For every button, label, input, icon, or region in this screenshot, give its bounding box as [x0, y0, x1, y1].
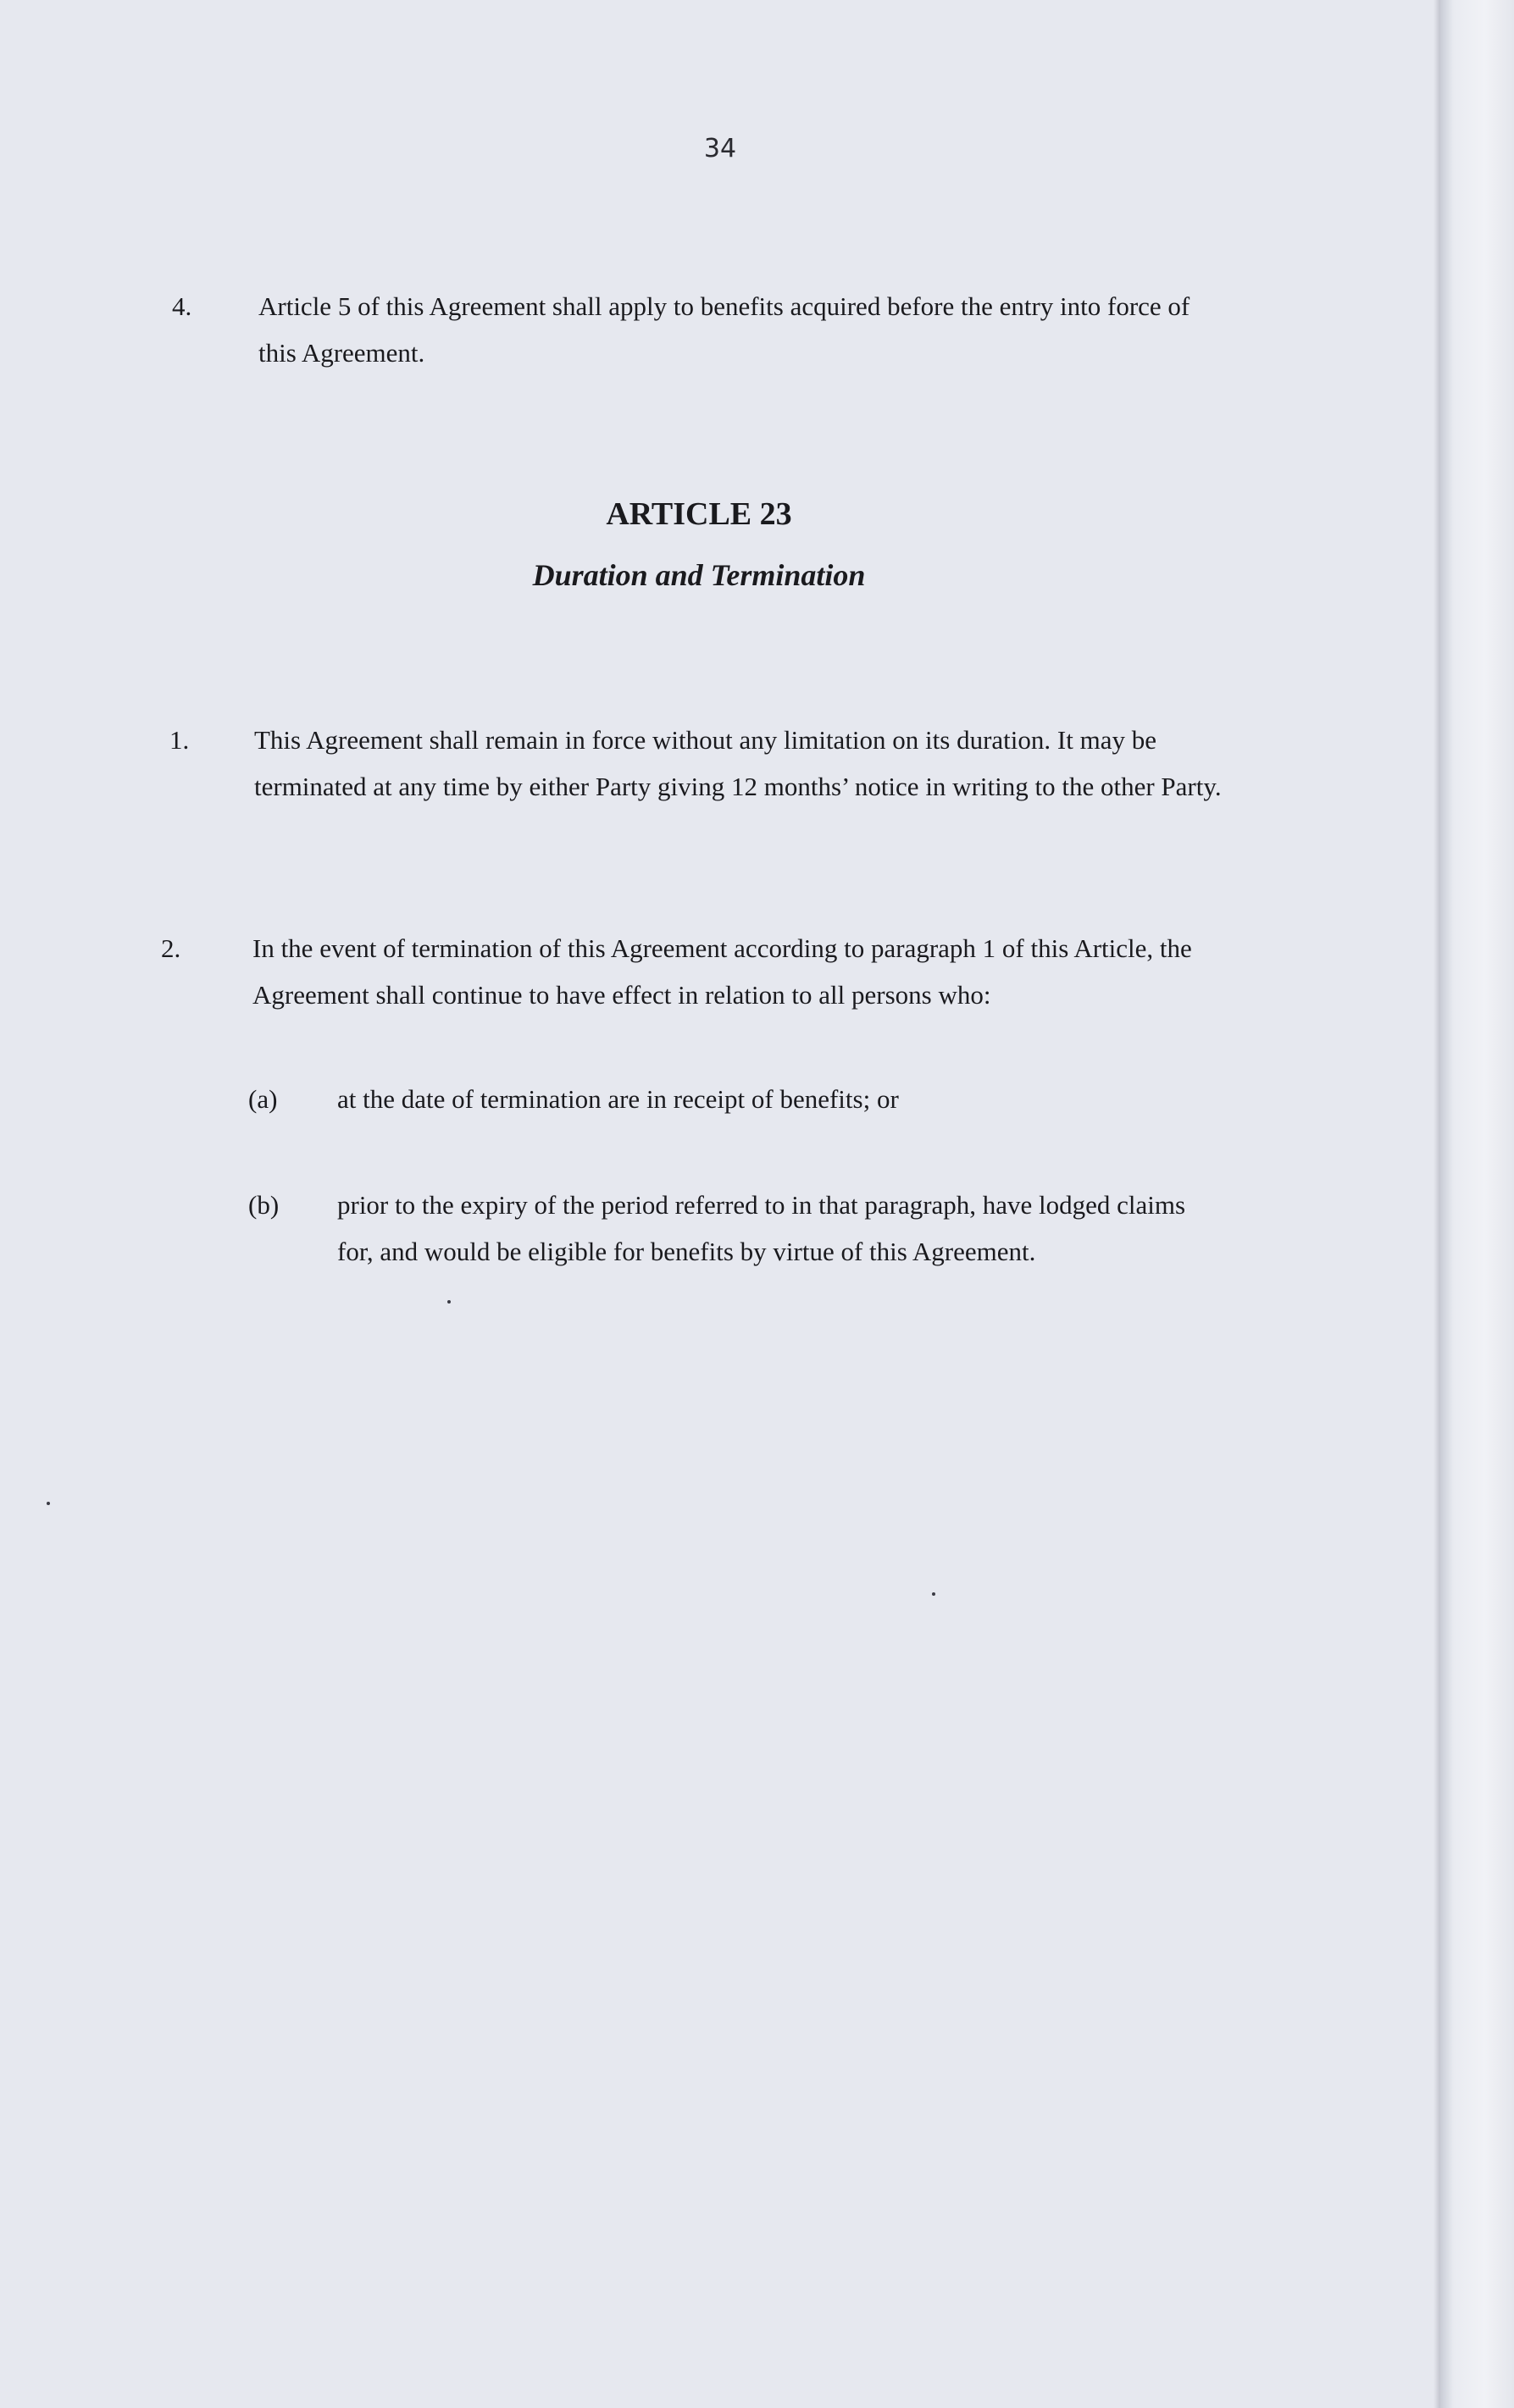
clause-2 — [161, 925, 1237, 1027]
page-number: 34 — [703, 134, 737, 163]
clause-1-text: This Agreement shall remain in force without any limitation on its duration. It may be terminated at any time by either Party giving 12 months’ notice in writing to the other Party. — [254, 725, 1222, 801]
clause-1 — [169, 717, 1237, 869]
clause-2-item-b — [248, 1182, 1231, 1283]
clause-4 — [172, 283, 1231, 385]
clause-2-item-b-label: (b) — [248, 1190, 280, 1220]
page-edge — [1440, 0, 1514, 2408]
article-subheading: Duration and Termination — [532, 558, 866, 592]
article-heading: ARTICLE 23 — [606, 496, 792, 532]
scan-speck — [447, 1300, 451, 1304]
page-fold-shadow — [1434, 0, 1440, 2408]
scan-speck — [47, 1502, 50, 1505]
clause-2-item-b-text: prior to the expiry of the period referred to in that paragraph, have lodged claims for, and would be eligible for benefits by virtue of this Agreement. — [337, 1190, 1186, 1266]
clause-2-text: In the event of termination of this Agreement according to paragraph 1 of this Article, the Agreement shall continue to have effect in relation to all persons who: — [252, 933, 1192, 1010]
clause-2-item-a — [248, 1076, 1231, 1127]
clause-4-number: 4. — [172, 291, 192, 321]
clause-2-item-a-text: at the date of termination are in receipt of benefits; or — [337, 1084, 899, 1114]
scan-speck — [932, 1592, 935, 1596]
clause-1-number: 1. — [169, 725, 190, 755]
clause-2-number: 2. — [161, 933, 181, 963]
clause-2-item-a-label: (a) — [248, 1084, 278, 1114]
clause-4-text: Article 5 of this Agreement shall apply to benefits acquired before the entry into force of this Agreement. — [258, 291, 1190, 368]
